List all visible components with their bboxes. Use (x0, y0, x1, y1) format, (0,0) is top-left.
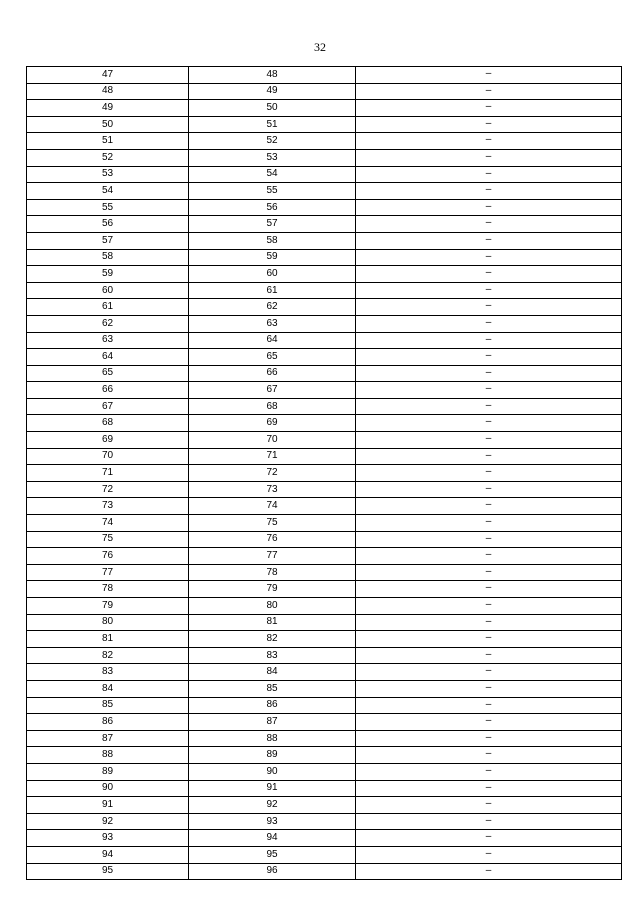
table-cell: 61 (189, 282, 356, 299)
table-cell: 73 (189, 481, 356, 498)
table-cell: 82 (189, 631, 356, 648)
data-table (26, 66, 622, 880)
table-row (27, 763, 622, 780)
table-cell: 94 (189, 830, 356, 847)
table-row (27, 448, 622, 465)
table-cell: 50 (27, 116, 189, 133)
table-cell: – (356, 332, 622, 349)
table-cell: 62 (189, 299, 356, 316)
table-cell: – (356, 664, 622, 681)
table-row (27, 714, 622, 731)
table-cell: 89 (189, 747, 356, 764)
table-cell: 53 (189, 149, 356, 166)
table-cell: 52 (189, 133, 356, 150)
table-row (27, 365, 622, 382)
table-cell: – (356, 266, 622, 283)
table-cell: 81 (27, 631, 189, 648)
table-cell: 67 (189, 382, 356, 399)
table-cell: 77 (189, 548, 356, 565)
table-row (27, 846, 622, 863)
table-cell: 88 (189, 730, 356, 747)
table-cell: – (356, 631, 622, 648)
table-cell: 93 (189, 813, 356, 830)
table-cell: 57 (189, 216, 356, 233)
table-cell: – (356, 249, 622, 266)
table-cell: 48 (27, 83, 189, 100)
table-cell: – (356, 763, 622, 780)
table-row (27, 581, 622, 598)
table-cell: – (356, 730, 622, 747)
table-cell: – (356, 100, 622, 117)
table-row (27, 614, 622, 631)
table-cell: – (356, 398, 622, 415)
table-cell: 91 (27, 797, 189, 814)
table-cell: 78 (27, 581, 189, 598)
table-cell: – (356, 232, 622, 249)
table-cell: 54 (27, 183, 189, 200)
table-cell: 69 (27, 432, 189, 449)
table-cell: 52 (27, 149, 189, 166)
table-cell: – (356, 614, 622, 631)
table-cell: 76 (27, 548, 189, 565)
table-cell: 51 (189, 116, 356, 133)
table-cell: 51 (27, 133, 189, 150)
table-row (27, 67, 622, 84)
table-cell: 58 (189, 232, 356, 249)
table-cell: 86 (189, 697, 356, 714)
table-cell: – (356, 116, 622, 133)
table-row (27, 116, 622, 133)
table-cell: 75 (189, 515, 356, 532)
table-cell: – (356, 133, 622, 150)
table-cell: – (356, 216, 622, 233)
table-cell: 83 (189, 647, 356, 664)
table-cell: 81 (189, 614, 356, 631)
table-row (27, 598, 622, 615)
table-row (27, 349, 622, 366)
table-row (27, 830, 622, 847)
table-row (27, 315, 622, 332)
table-cell: – (356, 830, 622, 847)
table-cell: – (356, 531, 622, 548)
table-cell: 74 (189, 498, 356, 515)
table-row (27, 564, 622, 581)
table-cell: – (356, 581, 622, 598)
table-cell: 70 (189, 432, 356, 449)
table-cell: 66 (27, 382, 189, 399)
table-cell: – (356, 448, 622, 465)
table-cell: – (356, 83, 622, 100)
table-cell: – (356, 548, 622, 565)
table-cell: 92 (189, 797, 356, 814)
table-cell: – (356, 149, 622, 166)
table-cell: 84 (27, 680, 189, 697)
table-cell: – (356, 199, 622, 216)
table-row (27, 282, 622, 299)
table-cell: 75 (27, 531, 189, 548)
table-row (27, 465, 622, 482)
table-cell: – (356, 432, 622, 449)
table-cell: 96 (189, 863, 356, 880)
table-cell: – (356, 813, 622, 830)
table-cell: 71 (27, 465, 189, 482)
table-row (27, 664, 622, 681)
table-row (27, 863, 622, 880)
table-cell: – (356, 846, 622, 863)
table-row (27, 780, 622, 797)
table-cell: – (356, 415, 622, 432)
table-cell: 95 (27, 863, 189, 880)
table-cell: – (356, 498, 622, 515)
table-row (27, 183, 622, 200)
table-cell: 80 (189, 598, 356, 615)
table-cell: – (356, 299, 622, 316)
table-cell: 63 (27, 332, 189, 349)
table-cell: 84 (189, 664, 356, 681)
table-cell: 77 (27, 564, 189, 581)
table-cell: 59 (189, 249, 356, 266)
table-cell: 95 (189, 846, 356, 863)
table-cell: 69 (189, 415, 356, 432)
table-cell: – (356, 797, 622, 814)
table-cell: 72 (27, 481, 189, 498)
table-row (27, 166, 622, 183)
table-row (27, 232, 622, 249)
table-cell: 47 (27, 67, 189, 84)
table-cell: 85 (189, 680, 356, 697)
table-cell: 65 (27, 365, 189, 382)
table-cell: 60 (189, 266, 356, 283)
table-row (27, 398, 622, 415)
table-cell: – (356, 349, 622, 366)
table-row (27, 332, 622, 349)
table-cell: 56 (189, 199, 356, 216)
table-row (27, 415, 622, 432)
table-cell: 68 (27, 415, 189, 432)
table-row (27, 83, 622, 100)
table-row (27, 797, 622, 814)
table-cell: 66 (189, 365, 356, 382)
table-row (27, 647, 622, 664)
table-cell: 63 (189, 315, 356, 332)
table-cell: 59 (27, 266, 189, 283)
table-cell: 48 (189, 67, 356, 84)
table-row (27, 266, 622, 283)
table-row (27, 249, 622, 266)
table-row (27, 631, 622, 648)
table-cell: 50 (189, 100, 356, 117)
table-cell: 89 (27, 763, 189, 780)
table-cell: 90 (27, 780, 189, 797)
table-row (27, 697, 622, 714)
table-cell: 86 (27, 714, 189, 731)
table-cell: 87 (189, 714, 356, 731)
table-row (27, 199, 622, 216)
table-cell: 93 (27, 830, 189, 847)
table-cell: – (356, 365, 622, 382)
table-cell: 57 (27, 232, 189, 249)
table-cell: 74 (27, 515, 189, 532)
table-cell: 70 (27, 448, 189, 465)
table-cell: – (356, 515, 622, 532)
table-cell: 56 (27, 216, 189, 233)
table-cell: 83 (27, 664, 189, 681)
table-cell: 85 (27, 697, 189, 714)
table-row (27, 481, 622, 498)
table-cell: 72 (189, 465, 356, 482)
table-body (27, 67, 622, 880)
table-cell: – (356, 67, 622, 84)
table-cell: – (356, 183, 622, 200)
table-row (27, 730, 622, 747)
page-number: 32 (314, 40, 326, 54)
table-cell: 92 (27, 813, 189, 830)
table-cell: – (356, 780, 622, 797)
table-cell: 82 (27, 647, 189, 664)
table-cell: 64 (189, 332, 356, 349)
table-cell: – (356, 647, 622, 664)
table-cell: 94 (27, 846, 189, 863)
table-cell: 79 (27, 598, 189, 615)
table-cell: – (356, 282, 622, 299)
table-row (27, 548, 622, 565)
table-cell: – (356, 598, 622, 615)
table-row (27, 747, 622, 764)
table-cell: – (356, 382, 622, 399)
table-cell: 62 (27, 315, 189, 332)
table-row (27, 299, 622, 316)
table-cell: – (356, 166, 622, 183)
table-cell: 71 (189, 448, 356, 465)
table-cell: 79 (189, 581, 356, 598)
table-row (27, 515, 622, 532)
table-row (27, 432, 622, 449)
table-cell: – (356, 481, 622, 498)
table-cell: 54 (189, 166, 356, 183)
table-cell: 80 (27, 614, 189, 631)
table-cell: 68 (189, 398, 356, 415)
table-row (27, 149, 622, 166)
table-cell: 53 (27, 166, 189, 183)
table-cell: 88 (27, 747, 189, 764)
table-row (27, 531, 622, 548)
table-row (27, 216, 622, 233)
table-cell: – (356, 465, 622, 482)
table-cell: 55 (189, 183, 356, 200)
table-cell: 90 (189, 763, 356, 780)
table-cell: 73 (27, 498, 189, 515)
table-cell: – (356, 315, 622, 332)
table-cell: 87 (27, 730, 189, 747)
table-cell: – (356, 680, 622, 697)
table-row (27, 133, 622, 150)
table-row (27, 382, 622, 399)
table-row (27, 498, 622, 515)
table-cell: 49 (27, 100, 189, 117)
table-cell: 91 (189, 780, 356, 797)
table-cell: 65 (189, 349, 356, 366)
table-cell: 49 (189, 83, 356, 100)
table-cell: – (356, 863, 622, 880)
table-cell: 60 (27, 282, 189, 299)
table-row (27, 813, 622, 830)
table-cell: 64 (27, 349, 189, 366)
table-row (27, 100, 622, 117)
table-cell: – (356, 697, 622, 714)
table-cell: 67 (27, 398, 189, 415)
table-cell: 76 (189, 531, 356, 548)
table-row (27, 680, 622, 697)
table-cell: 78 (189, 564, 356, 581)
table-cell: 61 (27, 299, 189, 316)
table-cell: 58 (27, 249, 189, 266)
table-cell: – (356, 564, 622, 581)
table-cell: – (356, 714, 622, 731)
table-cell: 55 (27, 199, 189, 216)
table-cell: – (356, 747, 622, 764)
